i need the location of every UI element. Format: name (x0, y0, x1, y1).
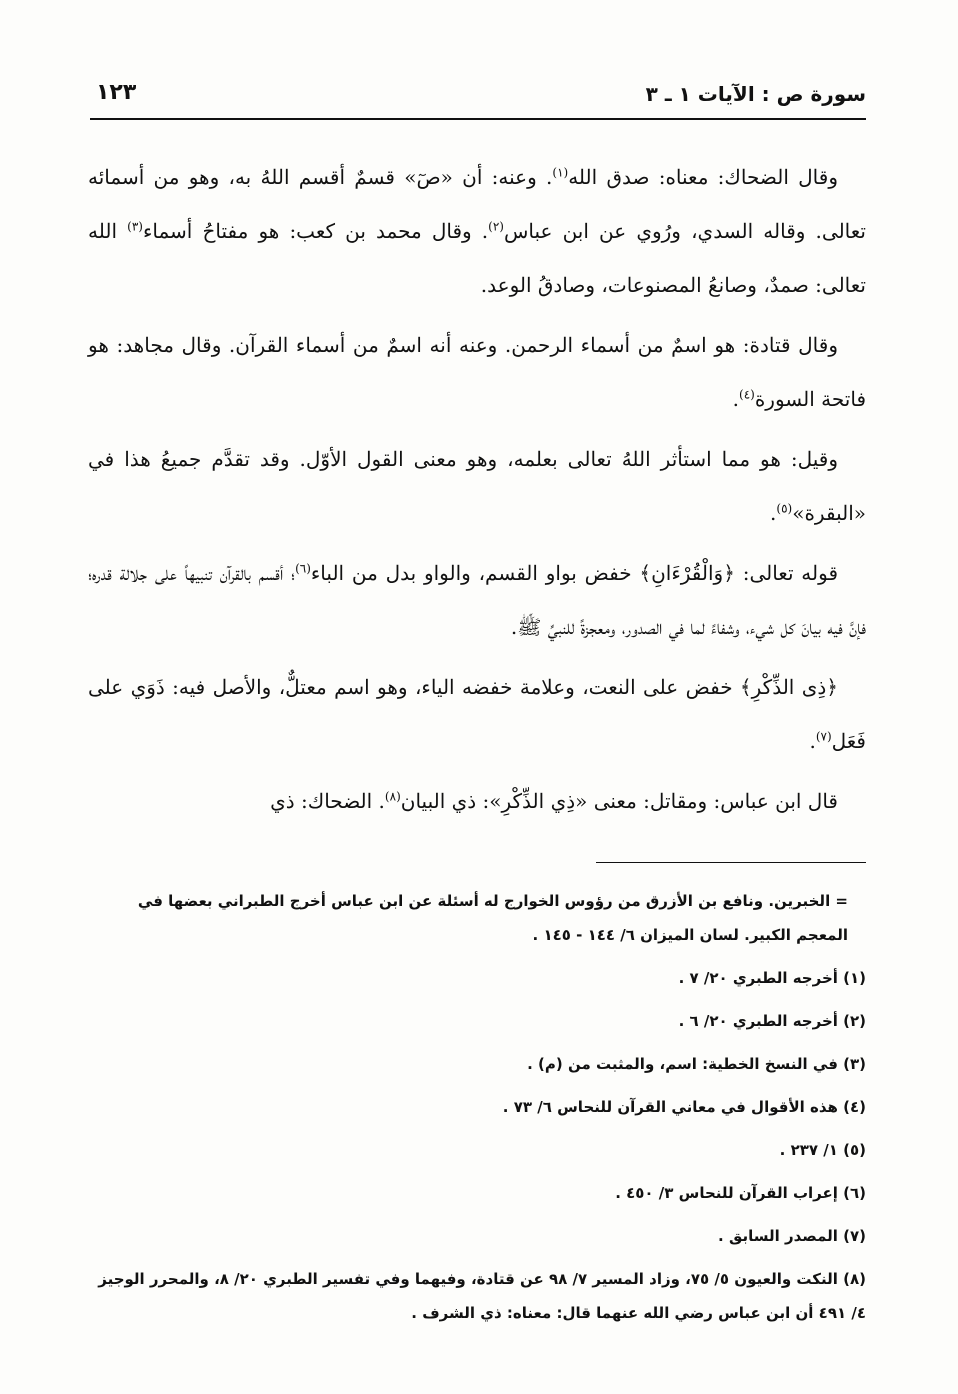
text-run: قوله تعالى: ﴿وَالْقُرْءَانِ﴾ خفض بواو القسم، والواو بدل من الباء (310, 561, 839, 585)
text-run: . وعنه: أن «صٓ» قسمٌ أقسم اللهُ به، وهو من أسمائه تعالى. وقاله السدي، ورُوي عن ابن عباس (88, 165, 866, 243)
text-run: ؛ أقسم بالقرآن تنبيهاً على جلالة قدره؛ فإنَّ فيه بيانَ كل شيء، وشفاءً لما في الصدور، ومعجزةً للنبيِّ ﷺ. (88, 561, 866, 639)
text-run: وقال قتادة: هو اسمٌ من أسماء الرحمن. وعنه أنه اسمٌ من أسماء القرآن. وقال مجاهد: هو فاتحة السورة (88, 333, 866, 411)
footnote-ref[interactable]: (٥) (776, 501, 793, 516)
page-number: ١٢٣ (96, 80, 137, 105)
paragraph-qila (88, 432, 866, 540)
paragraph-dhi-dhikr (88, 660, 866, 768)
footnote-ref[interactable]: (٨) (384, 789, 401, 804)
text-run: قال ابن عباس: ومقاتل: معنى «ذِي الذِّكْرِ»: ذي البيان (400, 789, 838, 813)
paragraph-qatada (88, 318, 866, 426)
footnote-4: (٤) هذه الأقوال في معاني القرآن للنحاس ٦/ ٧٣ . (502, 1098, 866, 1116)
text-run: . وقال محمد بن كعب: هو مفتاحُ أسماء (142, 219, 489, 243)
footnote-ref[interactable]: (٦) (295, 561, 311, 576)
footnote-separator (596, 862, 866, 863)
footnote-ref[interactable]: (٤) (739, 387, 755, 402)
footnote-8: (٨) النكت والعيون ٥/ ٧٥، وزاد المسير ٧/ ٩٨ عن قتادة، وفيهما وفي تفسير الطبري ٢٠/ ٨، والمحرر الوجيز ٤/ ٤٩١ أن ابن عباس رضي الله عنهما قال: معناه: ذي الشرف . (98, 1270, 866, 1322)
text-run: ﴿ذِى الذِّكْرِ﴾ خفض على النعت، وعلامة خفضه الياء، وهو اسم معتلٌّ، والأصل فيه: ذَوَي على فَعَل (88, 675, 866, 753)
text-run: . (809, 729, 816, 753)
footnote-ref[interactable]: (٧) (815, 729, 832, 744)
footnote-ref[interactable]: (١) (552, 165, 569, 180)
running-title: سورة ص : الآيات ١ ـ ٣ (645, 82, 866, 106)
paragraph-ibn-abbas (88, 774, 866, 828)
text-run: . (732, 387, 739, 411)
text-run: وقال الضحاك: معناه: صدق الله (568, 165, 838, 189)
footnote-5: (٥) ١/ ٢٣٧ . (779, 1141, 866, 1159)
footnote-ref[interactable]: (٢) (488, 219, 504, 234)
paragraph-dahhak (88, 150, 866, 312)
text-run: . (770, 501, 777, 525)
footnote-6: (٦) إعراب القرآن للنحاس ٣/ ٤٥٠ . (615, 1184, 866, 1202)
main-text (88, 150, 866, 834)
footnote-7: (٧) المصدر السابق . (718, 1227, 866, 1245)
footnote-3: (٣) في النسخ الخطية: اسم، والمثبت من (م) . (527, 1055, 866, 1073)
footnote-continuation: = الخبرين. ونافع بن الأزرق من رؤوس الخوارج له أسئلة عن ابن عباس أخرج الطبراني بعضها في المعجم الكبير. لسان الميزان ٦/ ١٤٤ - ١٤٥ . (137, 892, 848, 944)
text-run: الله تعالى: صمدٌ، وصانعُ المصنوعات، وصادقُ الوعد. (88, 219, 866, 297)
text-run: . الضحاك: ذي (270, 789, 385, 813)
footnotes (92, 884, 866, 1339)
paragraph-quran-oath (88, 546, 866, 654)
footnote-2: (٢) أخرجه الطبري ٢٠/ ٦ . (678, 1012, 866, 1030)
text-run: وقيل: هو مما استأثر اللهُ تعالى بعلمه، وهو معنى القول الأوّل. وقد تقدَّم جميعُ هذا في «البقرة» (88, 447, 866, 525)
footnote-ref[interactable]: (٣) (127, 219, 143, 234)
page-header (90, 78, 866, 120)
footnote-1: (١) أخرجه الطبري ٢٠/ ٧ . (678, 969, 866, 987)
